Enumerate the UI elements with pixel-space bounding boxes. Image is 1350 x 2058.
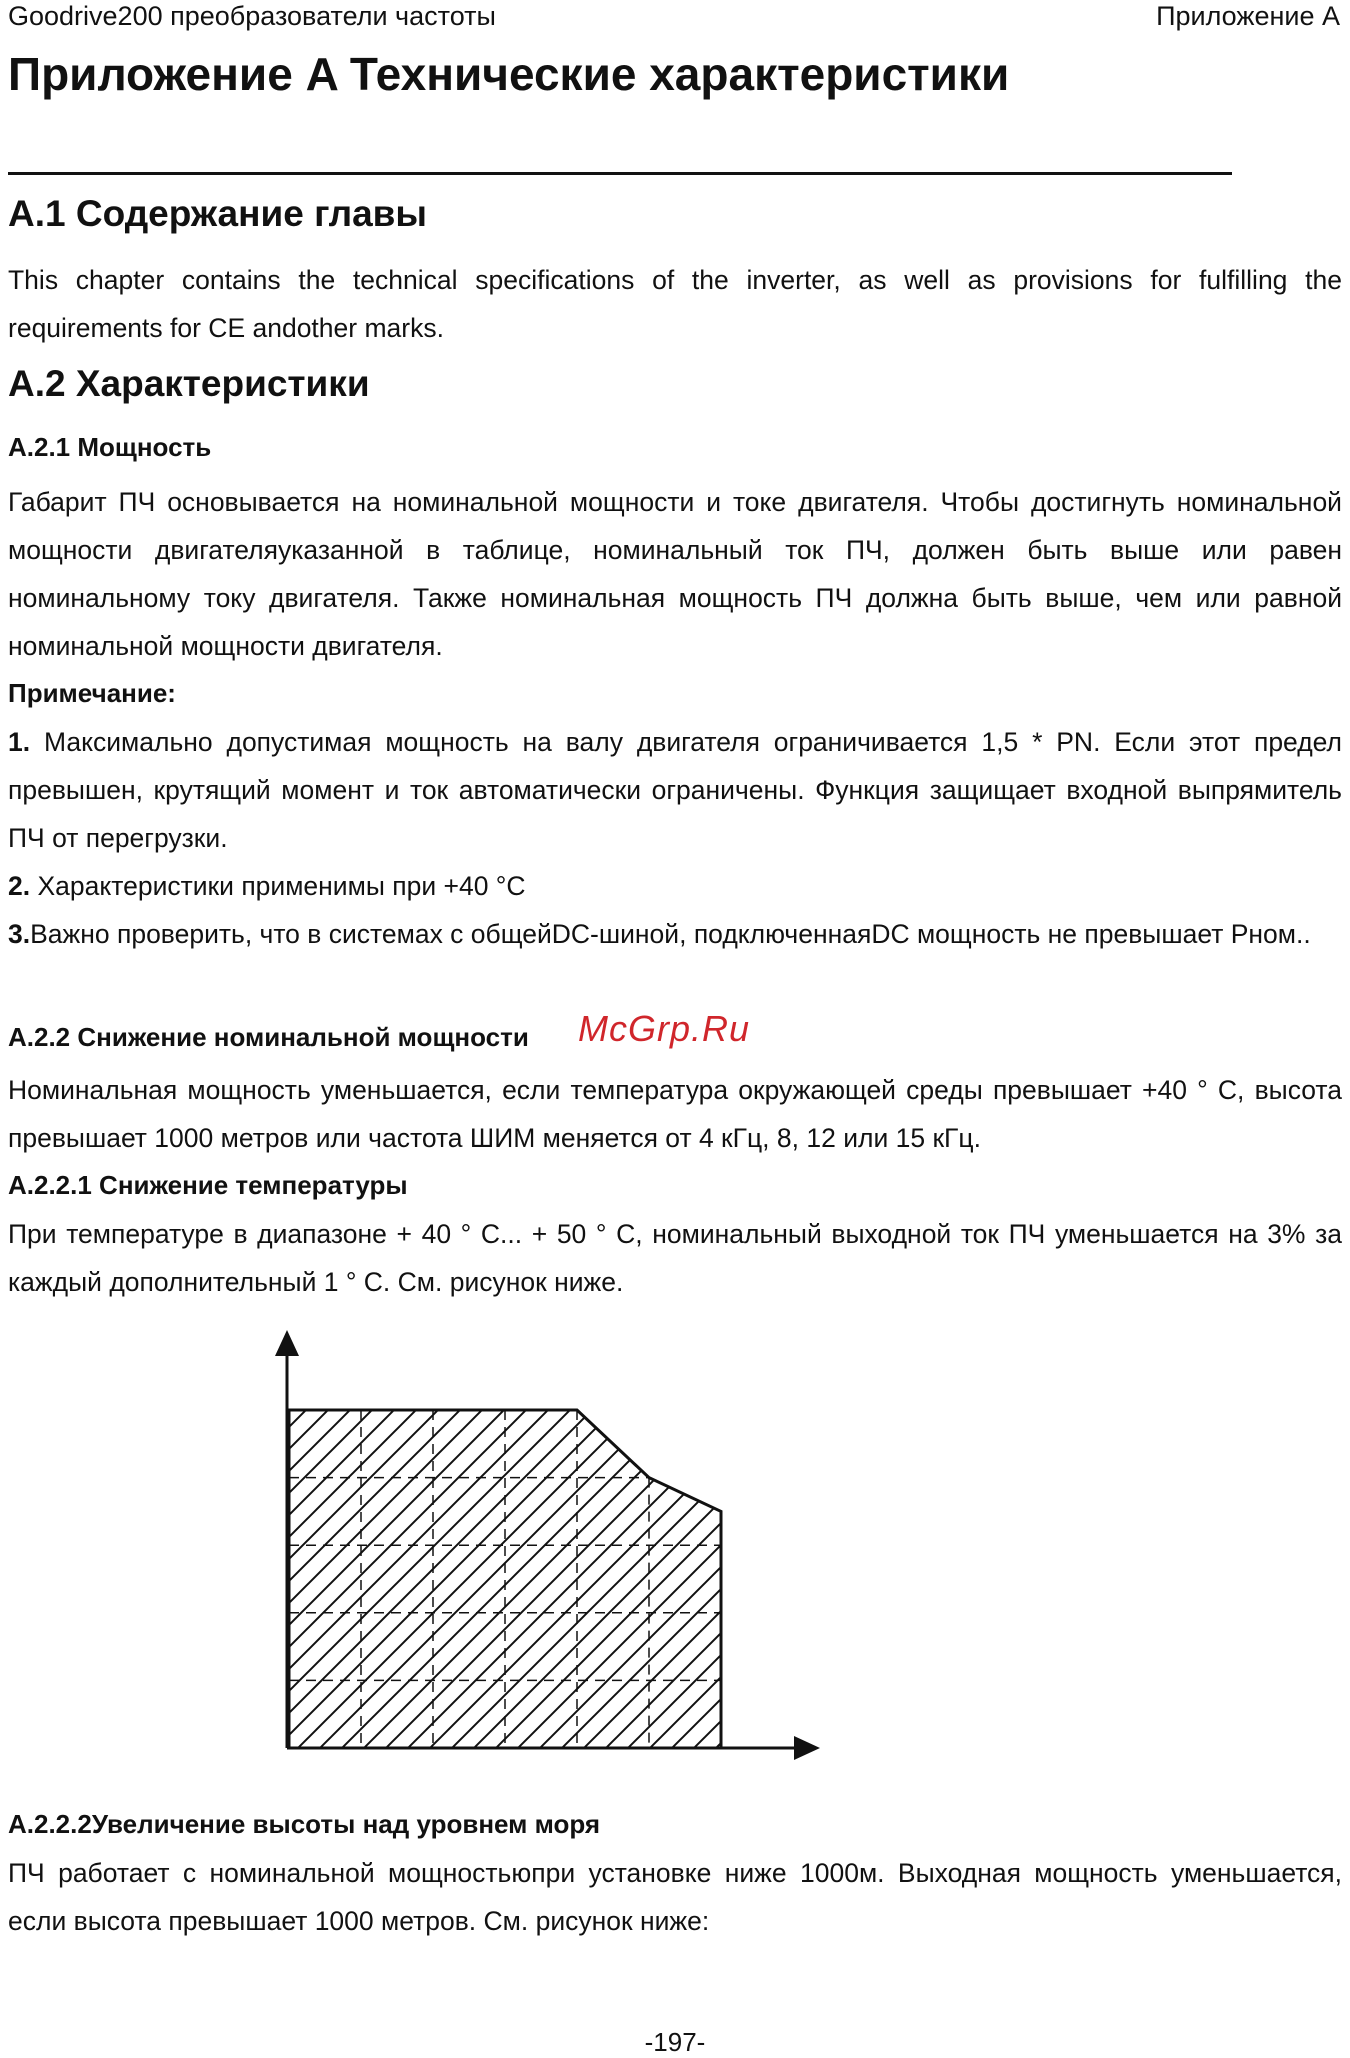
note-item-1-number: 1. bbox=[8, 727, 31, 757]
page-number: -197- bbox=[644, 2027, 706, 2057]
section-a21-heading: A.2.1 Мощность bbox=[8, 432, 212, 462]
section-a22-heading: A.2.2 Снижение номинальной мощности bbox=[8, 1022, 529, 1052]
section-a2-heading: A.2 Характеристики bbox=[8, 363, 370, 404]
note-item-3-number: 3. bbox=[8, 919, 31, 949]
y-axis-arrow bbox=[275, 1330, 299, 1356]
note-item-2-text: Характеристики применимы при +40 °C bbox=[30, 871, 526, 901]
section-a21-text: Габарит ПЧ основывается на номинальной мощности и токе двигателя. Чтобы достигнуть номинальной мощности двигателяуказанной в таблице, номинальный ток ПЧ, должен быть выше или равен номинальному току двигателя. Также номинальная мощность ПЧ должна быть выше, чем или равной номинальной мощности двигателя. bbox=[8, 487, 1342, 661]
note-item-3-text: Важно проверить, что в системах с общейDC-шиной, подключеннаяDC мощность не превышает Рном.. bbox=[30, 919, 1311, 949]
watermark: McGrp.Ru bbox=[578, 1008, 751, 1049]
header-doc-title: Goodrive200 преобразователи частоты bbox=[8, 1, 496, 31]
section-a221-text: При температуре в диапазоне + 40 ° C... + 50 ° C, номинальный выходной ток ПЧ уменьшается на 3% за каждый дополнительный 1 ° C. См. рисунок ниже. bbox=[8, 1219, 1342, 1297]
section-a1-heading: A.1 Содержание главы bbox=[8, 193, 427, 234]
note-item-2-number: 2. bbox=[8, 871, 31, 901]
page-title: Приложение A Технические характеристики bbox=[8, 48, 1010, 100]
section-a1-text: This chapter contains the technical specifications of the inverter, as well as provisions for fulfilling the requirements for CE andother marks. bbox=[8, 265, 1342, 343]
header-appendix-label: Приложение A bbox=[1156, 1, 1340, 31]
section-a222-heading: A.2.2.2Увеличение высоты над уровнем моря bbox=[8, 1809, 601, 1839]
chart-area-fill bbox=[289, 1410, 721, 1748]
section-a221-heading: A.2.2.1 Снижение температуры bbox=[8, 1170, 408, 1200]
note-item-1-text: Максимально допустимая мощность на валу двигателя ограничивается 1,5 * PN. Если этот предел превышен, крутящий момент и ток автоматически ограничены. Функция защищает входной выпрямитель ПЧ от перегрузки. bbox=[8, 727, 1342, 853]
section-a222-text: ПЧ работает с номинальной мощностьюпри установке ниже 1000м. Выходная мощность уменьшается, если высота превышает 1000 метров. См. рисунок ниже: bbox=[8, 1858, 1342, 1936]
x-axis-arrow bbox=[794, 1736, 820, 1760]
note-label: Примечание: bbox=[8, 678, 176, 708]
section-a22-text: Номинальная мощность уменьшается, если температура окружающей среды превышает +40 ° C, высота превышает 1000 метров или частота ШИМ меняется от 4 кГц, 8, 12 или 15 кГц. bbox=[8, 1075, 1342, 1153]
